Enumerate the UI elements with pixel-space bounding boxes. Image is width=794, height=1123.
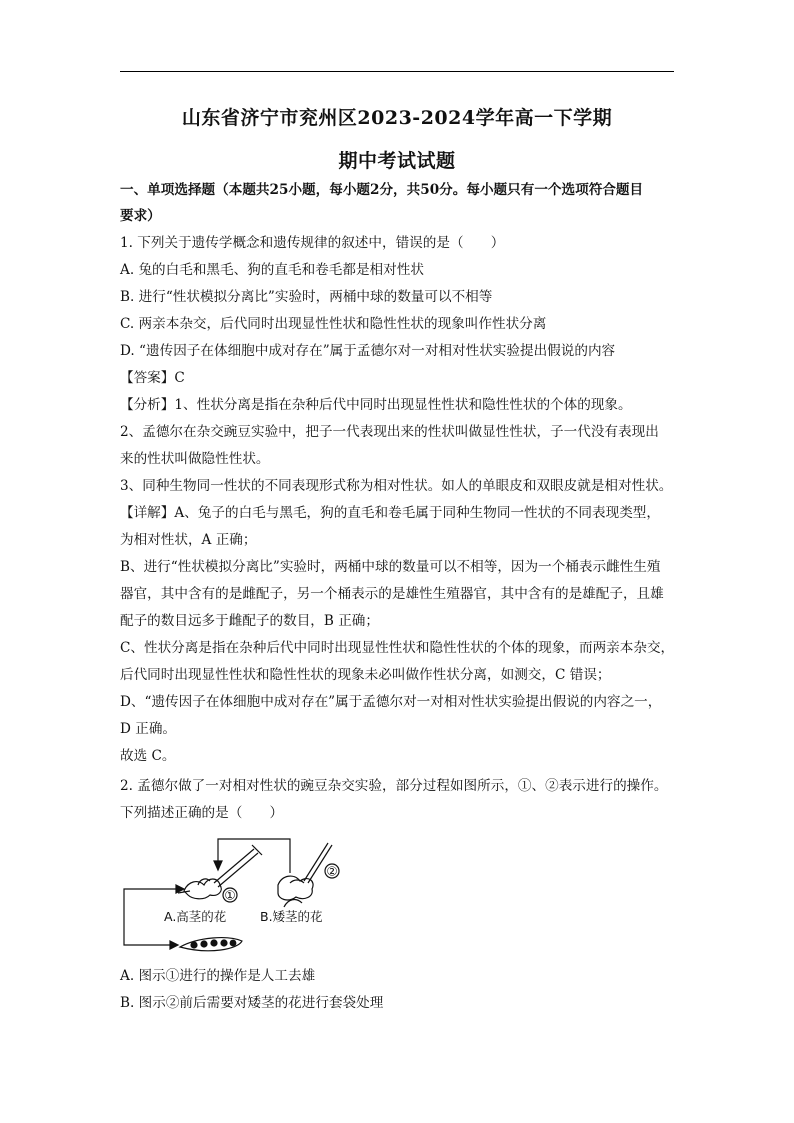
q1-stem: 1. 下列关于遗传学概念和遗传规律的叙述中，错误的是（ ）	[120, 235, 505, 251]
pea-cross-diagram	[118, 833, 358, 958]
section-heading: 一、单项选择题（本题共25小题，每小题2分，共50分。每小题只有一个选项符合题目	[120, 182, 644, 198]
step-1-label: ①	[224, 887, 236, 903]
document-title-line2: 期中考试试题	[338, 150, 456, 172]
q1-detail-line: 配子的数目远多于雌配子的数目，B 正确；	[120, 613, 379, 629]
q2-option-a: A. 图示①进行的操作是人工去雄	[120, 968, 316, 984]
q1-detail-line: D、“遗传因子在体细胞中成对存在”属于孟德尔对一对相对性状实验提出假说的内容之一，	[120, 694, 662, 710]
arrow-head-down-icon	[214, 861, 222, 870]
q1-detail-line: 后代同时出现显性性状和隐性性状的现象未必叫做作性状分离，如测交，C 错误；	[120, 667, 611, 683]
flower-a-label: A.高茎的花	[164, 909, 227, 924]
document-title-line1: 山东省济宁市兖州区2023-2024学年高一下学期	[181, 107, 613, 129]
header-rule	[120, 71, 674, 72]
q1-analysis-line: 【分析】1、性状分离是指在杂种后代中同时出现显性性状和隐性性状的个体的现象。	[120, 397, 632, 413]
q1-detail-line: 器官，其中含有的是雌配子，另一个桶表示的是雄性生殖器官，其中含有的是雄配子，且雄	[120, 586, 664, 602]
q1-analysis-line: 2、孟德尔在杂交豌豆实验中，把子一代表现出来的性状叫做显性性状，子一代没有表现出	[120, 424, 659, 440]
q1-option-b: B. 进行“性状模拟分离比”实验时，两桶中球的数量可以不相等	[120, 289, 493, 305]
q1-detail-line: B、进行“性状模拟分离比”实验时，两桶中球的数量可以不相等，因为一个桶表示雌性生殖	[120, 559, 661, 575]
q1-detail-line: 故选 C。	[120, 748, 176, 764]
q2-stem-cont: 下列描述正确的是（ ）	[120, 805, 284, 821]
q1-option-a: A. 兔的白毛和黑毛、狗的直毛和卷毛都是相对性状	[120, 262, 424, 278]
q1-analysis-line: 来的性状叫做隐性性状。	[120, 451, 270, 467]
q2-option-b: B. 图示②前后需要对矮茎的花进行套袋处理	[120, 995, 384, 1011]
q1-detail-line: C、性状分离是指在杂种后代中同时出现显性性状和隐性性状的个体的现象，而两亲本杂交，	[120, 640, 675, 656]
brush-icon	[304, 843, 328, 881]
q1-detail-line: D 正确。	[120, 721, 177, 737]
section-heading-cont: 要求）	[120, 208, 161, 224]
flower-b-label: B.矮茎的花	[260, 909, 323, 924]
q1-option-c: C. 两亲本杂交，后代同时出现显性性状和隐性性状的现象叫作性状分离	[120, 316, 547, 332]
step-2-label: ②	[326, 863, 338, 879]
q2-stem: 2. 孟德尔做了一对相对性状的豌豆杂交实验，部分过程如图所示，①、②表示进行的操作。	[120, 778, 668, 794]
q1-analysis-line: 3、同种生物同一性状的不同表现形式称为相对性状。如人的单眼皮和双眼皮就是相对性状。	[120, 478, 673, 494]
q1-option-d: D. “遗传因子在体细胞中成对存在”属于孟德尔对一对相对性状实验提出假说的内容	[120, 343, 616, 359]
q1-answer: 【答案】C	[120, 370, 185, 386]
arrow-head-right-icon	[170, 941, 178, 949]
q1-detail-line: 【详解】A、兔子的白毛与黑毛，狗的直毛和卷毛属于同种生物同一性状的不同表现类型，	[120, 505, 660, 521]
q1-detail-line: 为相对性状，A 正确；	[120, 532, 257, 548]
